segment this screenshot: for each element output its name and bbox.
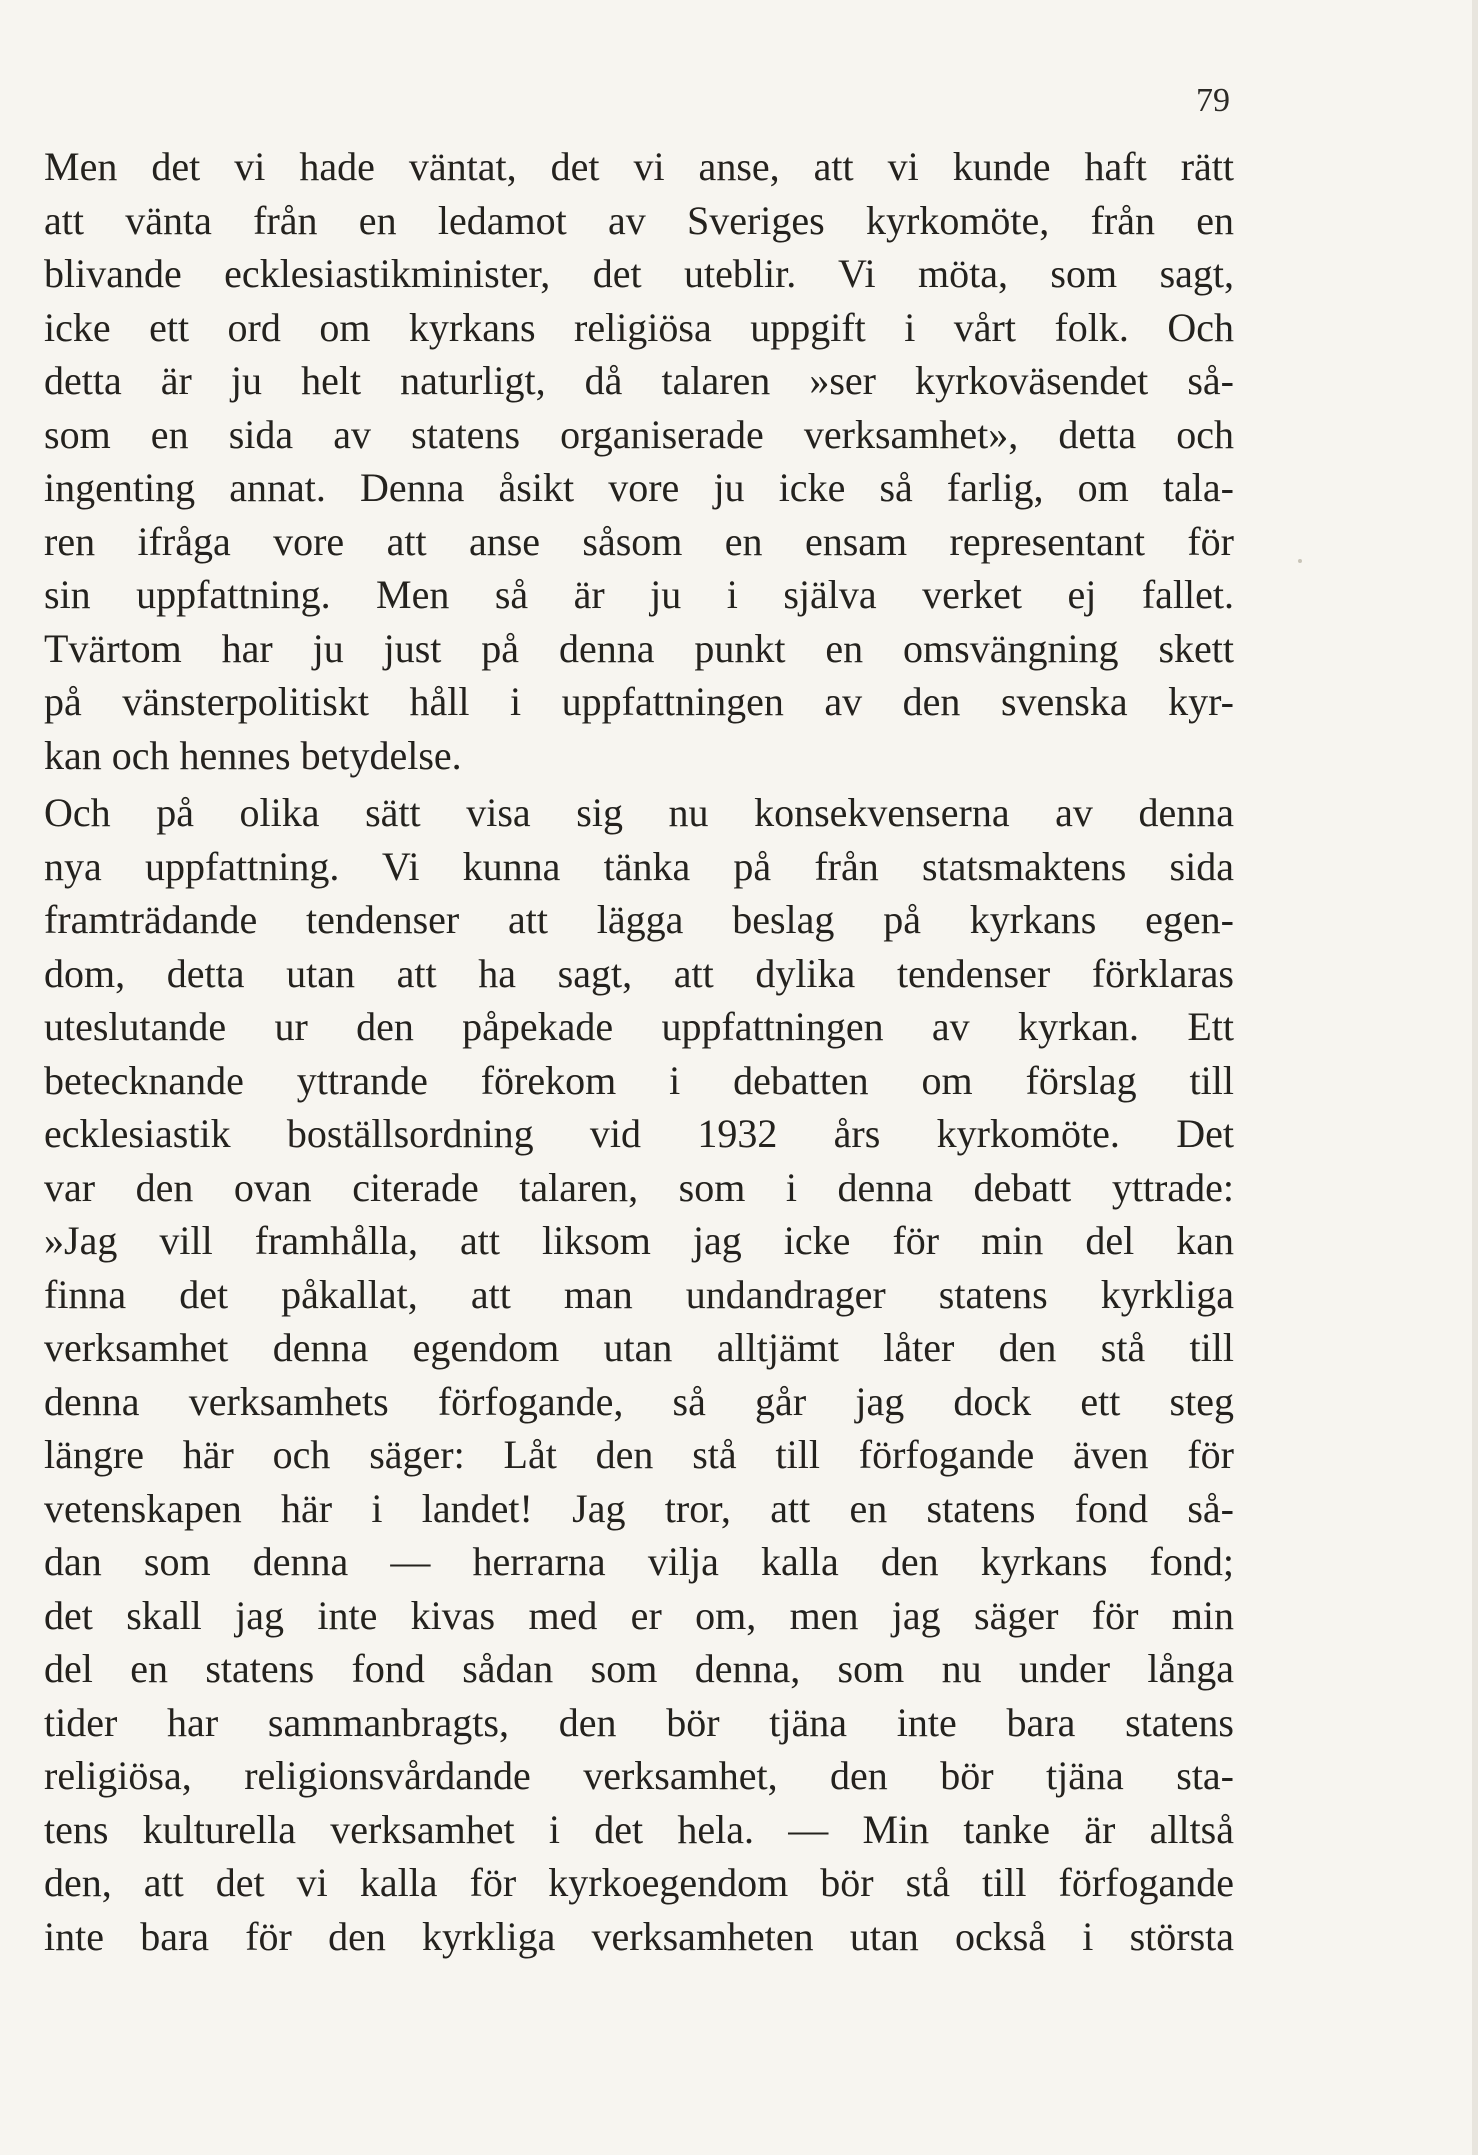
text-line: verksamhet denna egendom utan alltjämt låter den stå till	[44, 1325, 1234, 1370]
text-line: »Jag vill framhålla, att liksom jag icke för min del kan	[44, 1218, 1234, 1263]
paragraph	[44, 786, 1234, 1963]
text-line: den, att det vi kalla för kyrkoegendom bör stå till förfogande	[44, 1860, 1234, 1905]
text-line: blivande ecklesiastikminister, det uteblir. Vi möta, som sagt,	[44, 251, 1234, 296]
text-line: icke ett ord om kyrkans religiösa uppgift i vårt folk. Och	[44, 304, 1234, 350]
text-line: längre här och säger: Låt den stå till förfogande även för	[44, 1432, 1234, 1477]
text-line: ecklesiastik boställsordning vid 1932 års kyrkomöte. Det	[44, 1111, 1234, 1156]
text-line: det skall jag inte kivas med er om, men jag säger för min	[44, 1592, 1234, 1638]
text-line: detta är ju helt naturligt, då talaren »ser kyrkoväsendet så-	[44, 358, 1234, 403]
text-line: finna det påkallat, att man undandrager statens kyrkliga	[44, 1271, 1234, 1317]
text-line: Och på olika sätt visa sig nu konsekvenserna av denna	[44, 790, 1234, 835]
page-number: 79	[1196, 82, 1230, 119]
text-line: ren ifråga vore att anse såsom en ensam representant för	[44, 518, 1234, 564]
text-line: dom, detta utan att ha sagt, att dylika tendenser förklaras	[44, 950, 1234, 996]
text-line: dan som denna — herrarna vilja kalla den kyrkans fond;	[44, 1539, 1234, 1584]
text-line: nya uppfattning. Vi kunna tänka på från statsmaktens sida	[44, 843, 1234, 889]
text-line: kan och hennes betydelse.	[44, 732, 462, 778]
text-line: Men det vi hade väntat, det vi anse, att vi kunde haft rätt	[44, 144, 1234, 189]
text-line: var den ovan citerade talaren, som i denna debatt yttrade:	[44, 1164, 1234, 1210]
text-line: del en statens fond sådan som denna, som nu under långa	[44, 1646, 1234, 1691]
paper-speck	[1298, 559, 1302, 563]
paragraph	[44, 140, 1234, 782]
text-line: att vänta från en ledamot av Sveriges kyrkomöte, från en	[44, 197, 1234, 243]
text-line: uteslutande ur den påpekade uppfattningen av kyrkan. Ett	[44, 1004, 1234, 1049]
body-text	[44, 140, 1234, 1963]
text-line: betecknande yttrande förekom i debatten om förslag till	[44, 1057, 1234, 1103]
text-line: framträdande tendenser att lägga beslag på kyrkans egen-	[44, 897, 1234, 942]
text-line: Tvärtom har ju just på denna punkt en omsvängning skett	[44, 625, 1234, 671]
text-line: religiösa, religionsvårdande verksamhet, den bör tjäna sta-	[44, 1753, 1234, 1798]
text-line: tens kulturella verksamhet i det hela. — Min tanke är alltså	[44, 1806, 1234, 1852]
text-line: ingenting annat. Denna åsikt vore ju icke så farlig, om tala-	[44, 465, 1234, 510]
text-line: på vänsterpolitiskt håll i uppfattningen av den svenska kyr-	[44, 679, 1234, 724]
text-line: denna verksamhets förfogande, så går jag dock ett steg	[44, 1378, 1234, 1424]
text-line: som en sida av statens organiserade verksamhet», detta och	[44, 411, 1234, 457]
text-line: tider har sammanbragts, den bör tjäna inte bara statens	[44, 1699, 1234, 1745]
text-line: inte bara för den kyrkliga verksamheten utan också i största	[44, 1913, 1234, 1959]
text-line: sin uppfattning. Men så är ju i själva verket ej fallet.	[44, 572, 1234, 617]
text-line: vetenskapen här i landet! Jag tror, att en statens fond så-	[44, 1485, 1234, 1531]
